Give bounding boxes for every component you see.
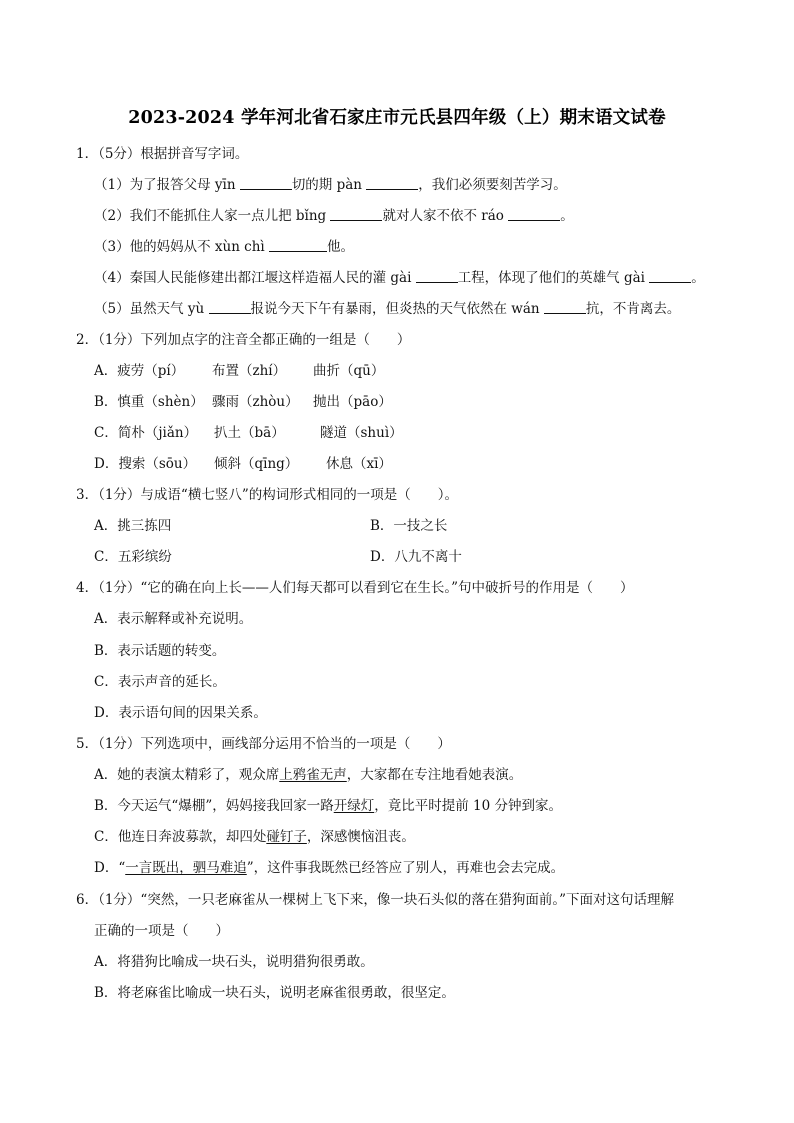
question-5-option-d[interactable]: D．“一言既出，驷马难追”，这件事我既然已经答应了别人，再难也会去完成。 [94, 860, 565, 876]
question-1-stem: 1．（5分）根据拼音写字词。 [76, 146, 249, 162]
question-1-item-4: （4）秦国人民能修建出都江堰这样造福人民的灌 gài 工程，体现了他们的英雄气 gài 。 [94, 270, 705, 286]
question-6-option-b[interactable]: B．将老麻雀比喻成一块石头，说明老麻雀很勇敢，很坚定。 [94, 985, 455, 1001]
answer-blank[interactable] [508, 207, 560, 221]
question-6-option-a[interactable]: A．将猎狗比喻成一块石头，说明猎狗很勇敢。 [94, 954, 374, 970]
question-3-option-c[interactable]: C．五彩缤纷 [94, 549, 172, 565]
answer-blank[interactable] [330, 207, 382, 221]
question-2-option-c[interactable]: C．简朴（jiǎn） 扒土（bā） 隧道（shuì） [94, 425, 403, 441]
question-6-stem: 6．（1分）“突然，一只老麻雀从一棵树上飞下来，像一块石头似的落在猎狗面前。”下面对这句话理解 [76, 892, 674, 908]
question-3-option-a[interactable]: A．挑三拣四 [94, 518, 172, 534]
underlined-phrase: 一言既出，驷马难追 [125, 860, 247, 876]
exam-title: 2023-2024 学年河北省石家庄市元氏县四年级（上）期末语文试卷 [128, 108, 666, 128]
answer-blank[interactable] [269, 238, 327, 252]
question-4-stem: 4．（1分）“它的确在向上长——人们每天都可以看到它在生长。”句中破折号的作用是（ ） [76, 580, 634, 596]
question-4-option-d[interactable]: D．表示语句间的因果关系。 [94, 705, 267, 721]
question-5-stem: 5．（1分）下列选项中，画线部分运用不恰当的一项是（ ） [76, 736, 451, 752]
underlined-phrase: 开绿灯 [333, 798, 375, 814]
question-2-stem: 2．（1分）下列加点字的注音全都正确的一组是（ ） [76, 332, 411, 348]
question-5-option-a[interactable]: A．她的表演太精彩了，观众席上鸦雀无声，大家都在专注地看她表演。 [94, 767, 523, 783]
question-2-option-d[interactable]: D．搜索（sōu） 倾斜（qīng） 休息（xī） [94, 456, 392, 472]
answer-blank[interactable] [240, 176, 292, 190]
question-1-item-2: （2）我们不能抓住人家一点儿把 bǐng 就对人家不依不 ráo 。 [94, 208, 574, 224]
question-6-stem-continued: 正确的一项是（ ） [94, 923, 229, 939]
question-3-option-b[interactable]: B．一技之长 [370, 518, 448, 534]
question-4-option-c[interactable]: C．表示声音的延长。 [94, 674, 226, 690]
question-4-option-a[interactable]: A．表示解释或补充说明。 [94, 611, 253, 627]
question-5-option-c[interactable]: C．他连日奔波募款，却四处碰钉子，深感懊恼沮丧。 [94, 829, 415, 845]
underlined-phrase: 碰钉子 [266, 829, 307, 845]
answer-blank[interactable] [544, 300, 586, 314]
question-5-option-b[interactable]: B．今天运气“爆棚”，妈妈接我回家一路开绿灯，竟比平时提前 10 分钟到家。 [94, 798, 562, 814]
answer-blank[interactable] [209, 300, 251, 314]
question-2-option-a[interactable]: A．疲劳（pí） 布置（zhí） 曲折（qū） [94, 363, 385, 379]
question-1-item-1: （1）为了报答父母 yīn 切的期 pàn ，我们必须要刻苦学习。 [94, 177, 567, 193]
question-4-option-b[interactable]: B．表示话题的转变。 [94, 643, 226, 659]
answer-blank[interactable] [416, 269, 458, 283]
question-2-option-b[interactable]: B．慎重（shèn） 骤雨（zhòu） 抛出（pāo） [94, 394, 392, 410]
underlined-phrase: 上鸦雀无声 [279, 767, 347, 783]
question-3-option-d[interactable]: D．八九不离十 [370, 549, 462, 565]
question-3-stem: 3．（1分）与成语“横七竖八”的构词形式相同的一项是（ ）。 [76, 487, 458, 503]
answer-blank[interactable] [366, 176, 418, 190]
answer-blank[interactable] [649, 269, 691, 283]
question-1-item-3: （3）他的妈妈从不 xùn chì 他。 [94, 239, 355, 255]
question-1-item-5: （5）虽然天气 yù 报说今天下午有暴雨，但炎热的天气依然在 wán 抗，不肯离去。 [94, 301, 681, 317]
